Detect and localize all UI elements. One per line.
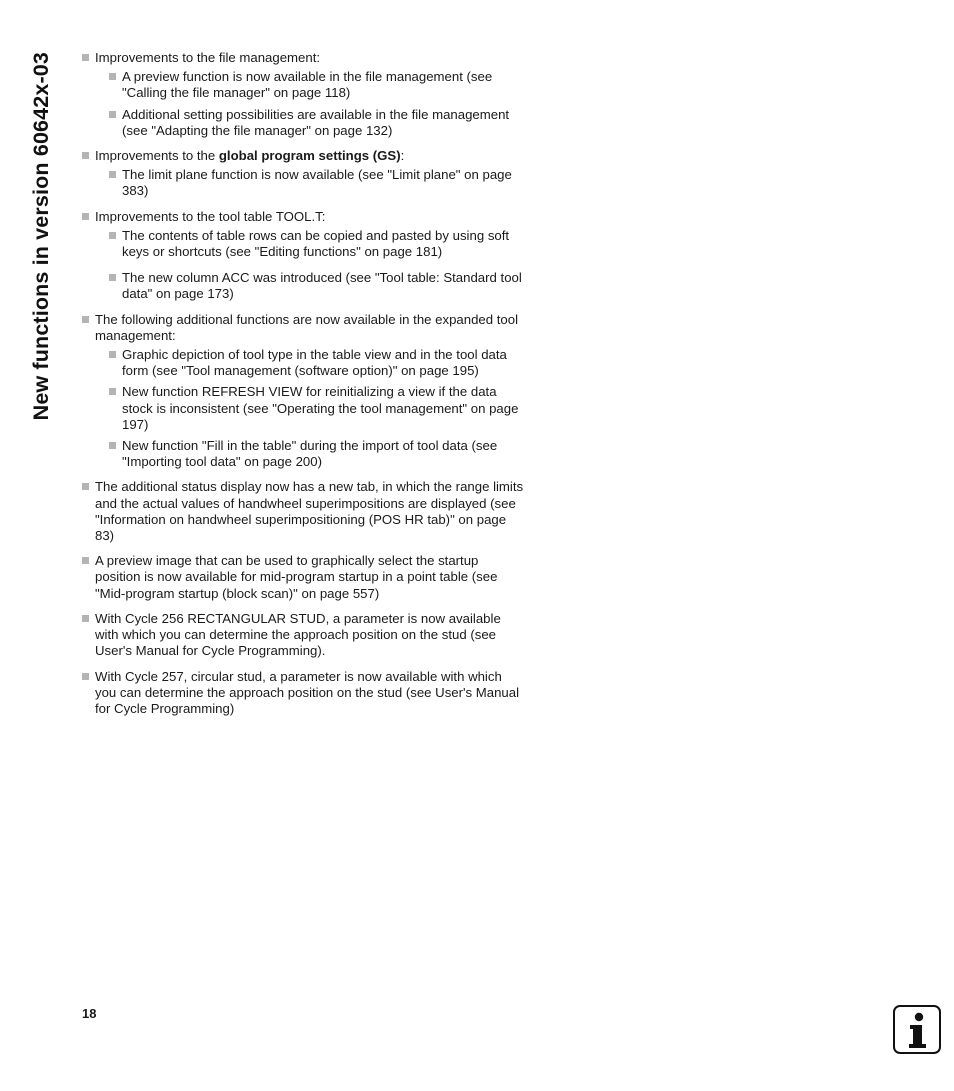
- bullet-icon: [82, 557, 89, 564]
- bullet-icon: [109, 274, 116, 281]
- page-number: 18: [82, 1006, 97, 1021]
- item-text: The new column ACC was introduced (see "Tool table: Standard tool data" on page 173): [122, 270, 522, 302]
- bullet-icon: [82, 483, 89, 490]
- sub-list: [95, 347, 524, 470]
- sub-list: [95, 167, 524, 199]
- item-text: The additional status display now has a new tab, in which the range limits and the actual values of handwheel superimpositions are displayed (see "Information on handwheel superimpositioning (POS HR tab)" on page 83): [95, 479, 524, 544]
- side-title: [24, 52, 58, 488]
- bullet-icon: [109, 388, 116, 395]
- sub-list-item: [109, 270, 524, 302]
- item-text: Additional setting possibilities are available in the file management (see "Adapting the file manager" on page 132): [122, 106, 510, 138]
- sub-list: [95, 228, 524, 303]
- bullet-icon: [82, 152, 89, 159]
- sub-list-item: [109, 228, 524, 260]
- item-text: The contents of table rows can be copied and pasted by using soft keys or shortcuts (see "Editing functions" on page 181): [122, 227, 510, 260]
- side-title-text: New functions in version 60642x-03: [29, 52, 53, 421]
- info-icon: [893, 1005, 941, 1054]
- list-item: [82, 50, 524, 139]
- bullet-icon: [82, 213, 89, 220]
- item-text: Improvements to the file management:: [95, 50, 321, 65]
- item-text: With Cycle 257, circular stud, a parameter is now available with which you can determine the approach position on the stud (see User's Manual for Cycle Programming): [95, 668, 520, 716]
- bullet-icon: [109, 232, 116, 239]
- item-text: The following additional functions are now available in the expanded tool management:: [95, 311, 519, 343]
- list-item: [82, 611, 524, 660]
- item-text: A preview image that can be used to graphically select the startup position is now available for mid-program startup in a point table (see "Mid-program startup (block scan)" on page 557): [95, 553, 498, 601]
- item-text: New function REFRESH VIEW for reinitializing a view if the data stock is inconsistent (see "Operating the tool management" on page 197): [122, 384, 519, 432]
- item-text: The limit plane function is now available (see "Limit plane" on page 383): [122, 167, 512, 199]
- sub-list-item: [109, 347, 524, 379]
- bullet-icon: [109, 73, 116, 80]
- item-text: Improvements to the tool table TOOL.T:: [95, 208, 326, 224]
- item-text-suffix: :: [400, 148, 405, 164]
- feature-list: [82, 50, 524, 717]
- bullet-icon: [82, 316, 89, 323]
- list-item: [82, 553, 524, 602]
- sub-list-item: [109, 69, 524, 101]
- bullet-icon: [82, 54, 89, 61]
- bullet-icon: [109, 351, 116, 358]
- item-text: A preview function is now available in the file management (see "Calling the file manager" on page 118): [122, 69, 493, 101]
- bullet-icon: [109, 111, 116, 118]
- sub-list-item: [109, 384, 524, 433]
- sub-list-item: [109, 107, 524, 139]
- bullet-icon: [109, 442, 116, 449]
- sub-list-item: [109, 167, 524, 199]
- bullet-icon: [82, 673, 89, 680]
- sub-list-item: [109, 438, 524, 470]
- item-text: With Cycle 256 RECTANGULAR STUD, a parameter is now available with which you can determine the approach position on the stud (see User's Manual for Cycle Programming).: [95, 610, 501, 659]
- bullet-icon: [82, 615, 89, 622]
- item-text-bold: global program settings (GS): [218, 148, 401, 164]
- item-text: Graphic depiction of tool type in the table view and in the tool data form (see "Tool management (software option)" on page 195): [122, 347, 507, 379]
- main-content: [82, 50, 524, 726]
- bullet-icon: [109, 171, 116, 178]
- item-text: New function "Fill in the table" during the import of tool data (see "Importing tool data" on page 200): [122, 438, 498, 470]
- list-item: [82, 209, 524, 303]
- list-item: [82, 669, 524, 718]
- item-text-prefix: Improvements to the: [95, 148, 219, 164]
- list-item: [82, 312, 524, 471]
- list-item: [82, 479, 524, 544]
- list-item: [82, 148, 524, 200]
- sub-list: [95, 69, 524, 139]
